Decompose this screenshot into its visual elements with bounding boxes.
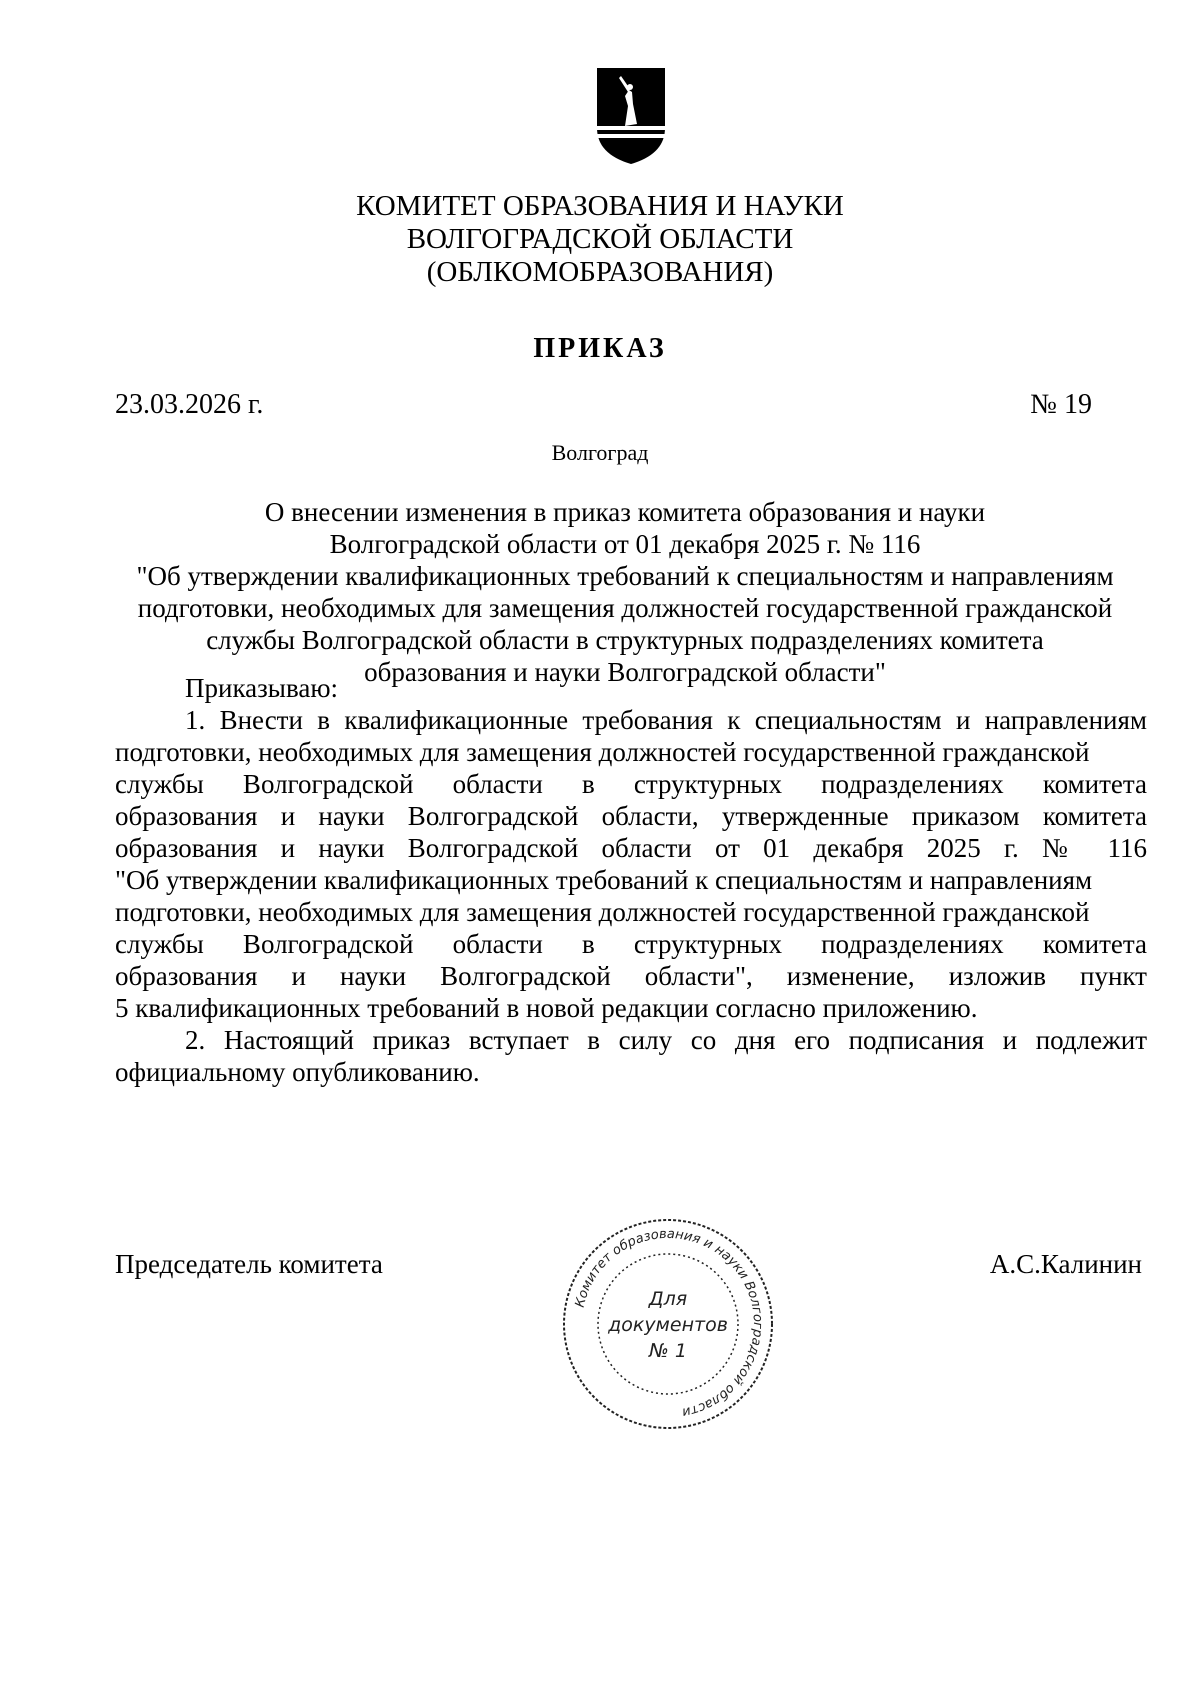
signer-name: А.С.Калинин (989, 1249, 1142, 1279)
organization-header (0, 190, 1200, 289)
document-title: ПРИКАЗ (533, 333, 667, 364)
signer-position: Председатель комитета (115, 1249, 383, 1279)
paragraph-1-line: подготовки, необходимых для замещения должностей государственной гражданской (115, 897, 1090, 927)
subject-line: "Об утверждении квалификационных требований к специальностям и направлениям (136, 561, 1114, 591)
stamp-center-line2: документов (608, 1314, 728, 1336)
subject-line: О внесении изменения в приказ комитета образования и науки (264, 497, 986, 527)
paragraph-1-line: образования и науки Волгоградской области, утвержденные приказом комитета (115, 801, 1147, 831)
paragraph-1-line: образования и науки Волгоградской области", изменение, изложив пункт (115, 961, 1147, 991)
official-stamp (557, 1213, 779, 1435)
paragraph-2-line: 2. Настоящий приказ вступает в силу со дня его подписания и подлежит (185, 1025, 1147, 1055)
document-date: 23.03.2026 г. (115, 389, 264, 420)
paragraph-1-line: подготовки, необходимых для замещения должностей государственной гражданской (115, 737, 1090, 767)
subject-line: образования и науки Волгоградской области" (364, 657, 886, 687)
paragraph-1-line: 5 квалификационных требований в новой редакции согласно приложению. (115, 993, 978, 1023)
document-body (115, 672, 1147, 1088)
org-name-line3: (ОБЛКОМОБРАЗОВАНИЯ) (426, 256, 774, 288)
paragraph-1-line: 1. Внести в квалификационные требования к специальностям и направлениям (185, 705, 1147, 735)
subject-line: подготовки, необходимых для замещения должностей государственной гражданской (137, 593, 1113, 623)
paragraph-2-line: официальному опубликованию. (115, 1057, 480, 1087)
stamp-center-line1: Для (648, 1288, 688, 1310)
org-name-line1: КОМИТЕТ ОБРАЗОВАНИЯ И НАУКИ (356, 190, 844, 222)
stamp-ring-text: Комитет образования и науки Волгоградской области (572, 1226, 766, 1420)
subject-line: Волгоградской области от 01 декабря 2025 г. № 116 (329, 529, 921, 559)
paragraph-1-line: службы Волгоградской области в структурных подразделениях комитета (115, 929, 1147, 959)
document-subject (100, 496, 1150, 688)
document-number: № 19 (1030, 389, 1092, 420)
stamp-center-line3: № 1 (649, 1340, 687, 1362)
volgograd-region-emblem-icon (595, 66, 667, 166)
paragraph-1-line: образования и науки Волгоградской области от 01 декабря 2025 г. № 116 (115, 833, 1147, 863)
order-intro: Приказываю: (185, 673, 338, 703)
subject-line: службы Волгоградской области в структурных подразделениях комитета (206, 625, 1044, 655)
paragraph-1-line: "Об утверждении квалификационных требований к специальностям и направлениям (115, 865, 1093, 895)
org-name-line2: ВОЛГОГРАДСКОЙ ОБЛАСТИ (406, 223, 794, 255)
document-city: Волгоград (551, 440, 649, 465)
paragraph-1-line: службы Волгоградской области в структурных подразделениях комитета (115, 769, 1147, 799)
